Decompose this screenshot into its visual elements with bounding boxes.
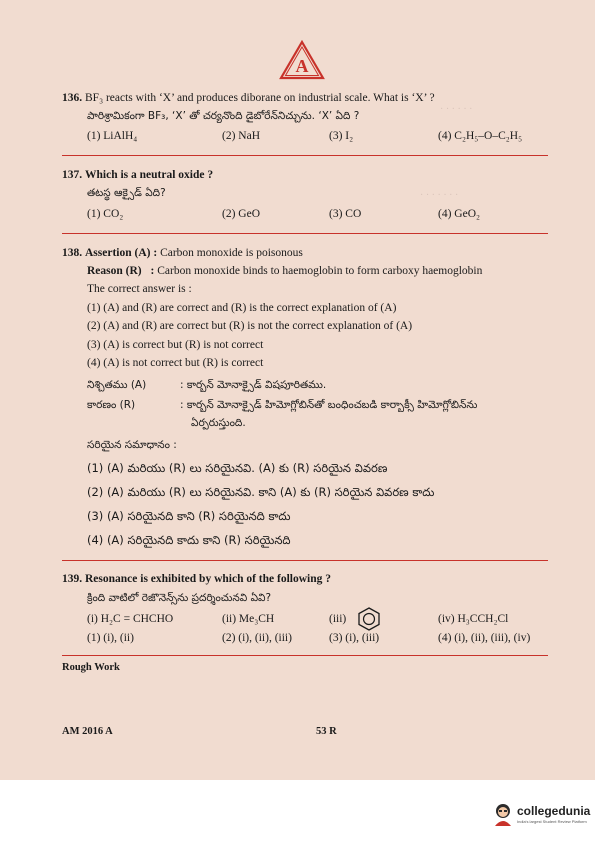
q138-reason-label: Reason (R) bbox=[87, 265, 142, 277]
bleed-through-text: · · · · · · · bbox=[420, 190, 459, 201]
q137-option-3[interactable]: (3) CO bbox=[329, 208, 362, 220]
q139-option-2[interactable]: (2) (i), (ii), (iii) bbox=[222, 632, 292, 644]
q138-assertion bbox=[62, 246, 303, 260]
q139-option-4[interactable]: (4) (i), (ii), (iii), (iv) bbox=[438, 632, 531, 644]
q136-option-2[interactable]: (2) NaH bbox=[222, 130, 260, 142]
q138-option-3[interactable]: (3) (A) is correct but (R) is not correct bbox=[87, 339, 264, 351]
q138-assertion-text: Carbon monoxide is poisonous bbox=[160, 247, 303, 259]
collegedunia-tagline: India's largest Student Review Platform bbox=[517, 819, 587, 824]
q138-telugu-correct-label: సరియైన సమాధానం : bbox=[87, 439, 177, 451]
question-divider bbox=[62, 155, 548, 156]
booklet-code-logo bbox=[279, 40, 325, 80]
page-number: 53 R bbox=[316, 726, 337, 737]
q138-reason-colon: : bbox=[150, 265, 155, 277]
q139-option-1[interactable]: (1) (i), (ii) bbox=[87, 632, 134, 644]
q138-telugu-reason-line1: : కార్బన్ మోనాక్సైడ్ హిమోగ్లోబిన్‌తో బంధించబడి కార్బాక్సీ హిమోగ్లోబిన్‌ను bbox=[180, 399, 478, 411]
q139-item-iii: (iii) bbox=[329, 613, 347, 625]
q138-option-1[interactable]: (1) (A) and (R) are correct and (R) is the correct explanation of (A) bbox=[87, 302, 397, 314]
q137-stem bbox=[62, 168, 213, 182]
q138-telugu-option-1[interactable]: (1) (A) మరియు (R) లు సరియైనవి. (A) కు (R) సరియైన వివరణ bbox=[87, 461, 388, 475]
question-divider bbox=[62, 233, 548, 234]
q138-telugu-assertion-text: : కార్బన్ మోనాక్సైడ్ విషపూరితము. bbox=[180, 379, 327, 391]
q139-english-text: Resonance is exhibited by which of the following ? bbox=[85, 573, 331, 585]
q137-telugu-text: తటస్థ ఆక్సైడ్ ఏది? bbox=[87, 187, 166, 199]
q136-option-1[interactable]: (1) LiAlH₄ bbox=[87, 130, 138, 142]
q136-telugu-text: పారిశ్రామికంగా BF₃, ‘X’ తో చర్యనొంది డైబోరేన్‌నిచ్చును. ‘X’ ఏది ? bbox=[87, 110, 360, 122]
q137-number: 137. bbox=[62, 169, 83, 181]
q138-telugu-reason-label: కారణం (R) bbox=[87, 399, 136, 411]
bleed-through-text: · · · · · · bbox=[440, 104, 473, 115]
q138-assertion-label: Assertion (A) : bbox=[85, 247, 158, 259]
q136-stem bbox=[62, 91, 435, 105]
q138-correct-label: The correct answer is : bbox=[87, 283, 192, 295]
q138-telugu-option-4[interactable]: (4) (A) సరియైనది కాదు కాని (R) సరియైనది bbox=[87, 533, 291, 547]
collegedunia-brand: collegedunia bbox=[517, 804, 591, 818]
collegedunia-logo bbox=[492, 800, 595, 830]
rough-work-label: Rough Work bbox=[62, 662, 120, 673]
q138-telugu-assertion-label: నిశ్చితము (A) bbox=[87, 379, 147, 391]
q137-english-text: Which is a neutral oxide ? bbox=[85, 169, 214, 181]
q139-option-3[interactable]: (3) (i), (iii) bbox=[329, 632, 380, 644]
question-divider bbox=[62, 560, 548, 561]
q138-reason-text: Carbon monoxide binds to haemoglobin to form carboxy haemoglobin bbox=[157, 265, 483, 277]
q138-number: 138. bbox=[62, 247, 83, 259]
q139-item-ii: (ii) Me₃CH bbox=[222, 613, 275, 625]
q138-telugu-option-3[interactable]: (3) (A) సరియైనది కాని (R) సరియైనది కాదు bbox=[87, 509, 291, 523]
q139-item-i: (i) H₂C = CHCHO bbox=[87, 613, 174, 625]
q136-option-3[interactable]: (3) I₂ bbox=[329, 130, 354, 142]
q138-telugu-reason-line2: ఏర్పరుస్తుంది. bbox=[191, 417, 246, 429]
question-divider bbox=[62, 655, 548, 656]
q138-telugu-option-2[interactable]: (2) (A) మరియు (R) లు సరియైనవి. కాని (A) కు (R) సరియైన వివరణ కాదు bbox=[87, 485, 435, 499]
benzene-ring-icon bbox=[356, 606, 382, 632]
q139-telugu-text: క్రింది వాటిలో రెజొనెన్స్‌ను ప్రదర్శించునవి ఏవి? bbox=[87, 592, 272, 604]
q138-option-4[interactable]: (4) (A) is not correct but (R) is correct bbox=[87, 357, 264, 369]
q137-option-4[interactable]: (4) GeO₂ bbox=[438, 208, 481, 220]
q137-option-1[interactable]: (1) CO₂ bbox=[87, 208, 124, 220]
q139-number: 139. bbox=[62, 573, 83, 585]
q138-option-2[interactable]: (2) (A) and (R) are correct but (R) is not the correct explanation of (A) bbox=[87, 320, 413, 332]
q139-stem bbox=[62, 572, 331, 586]
q136-number: 136. bbox=[62, 92, 83, 104]
q137-option-2[interactable]: (2) GeO bbox=[222, 208, 260, 220]
q138-reason bbox=[87, 264, 482, 278]
q136-english-text: BF₃ reacts with ‘X’ and produces diborane on industrial scale. What is ‘X’ ? bbox=[85, 92, 435, 104]
booklet-code-letter: A bbox=[295, 56, 309, 76]
paper-code: AM 2016 A bbox=[62, 726, 113, 737]
q139-item-iv: (iv) H₃CCH₂Cl bbox=[438, 613, 509, 625]
student-avatar-icon bbox=[492, 802, 514, 826]
q136-option-4[interactable]: (4) C₂H₅–O–C₂H₅ bbox=[438, 130, 523, 142]
